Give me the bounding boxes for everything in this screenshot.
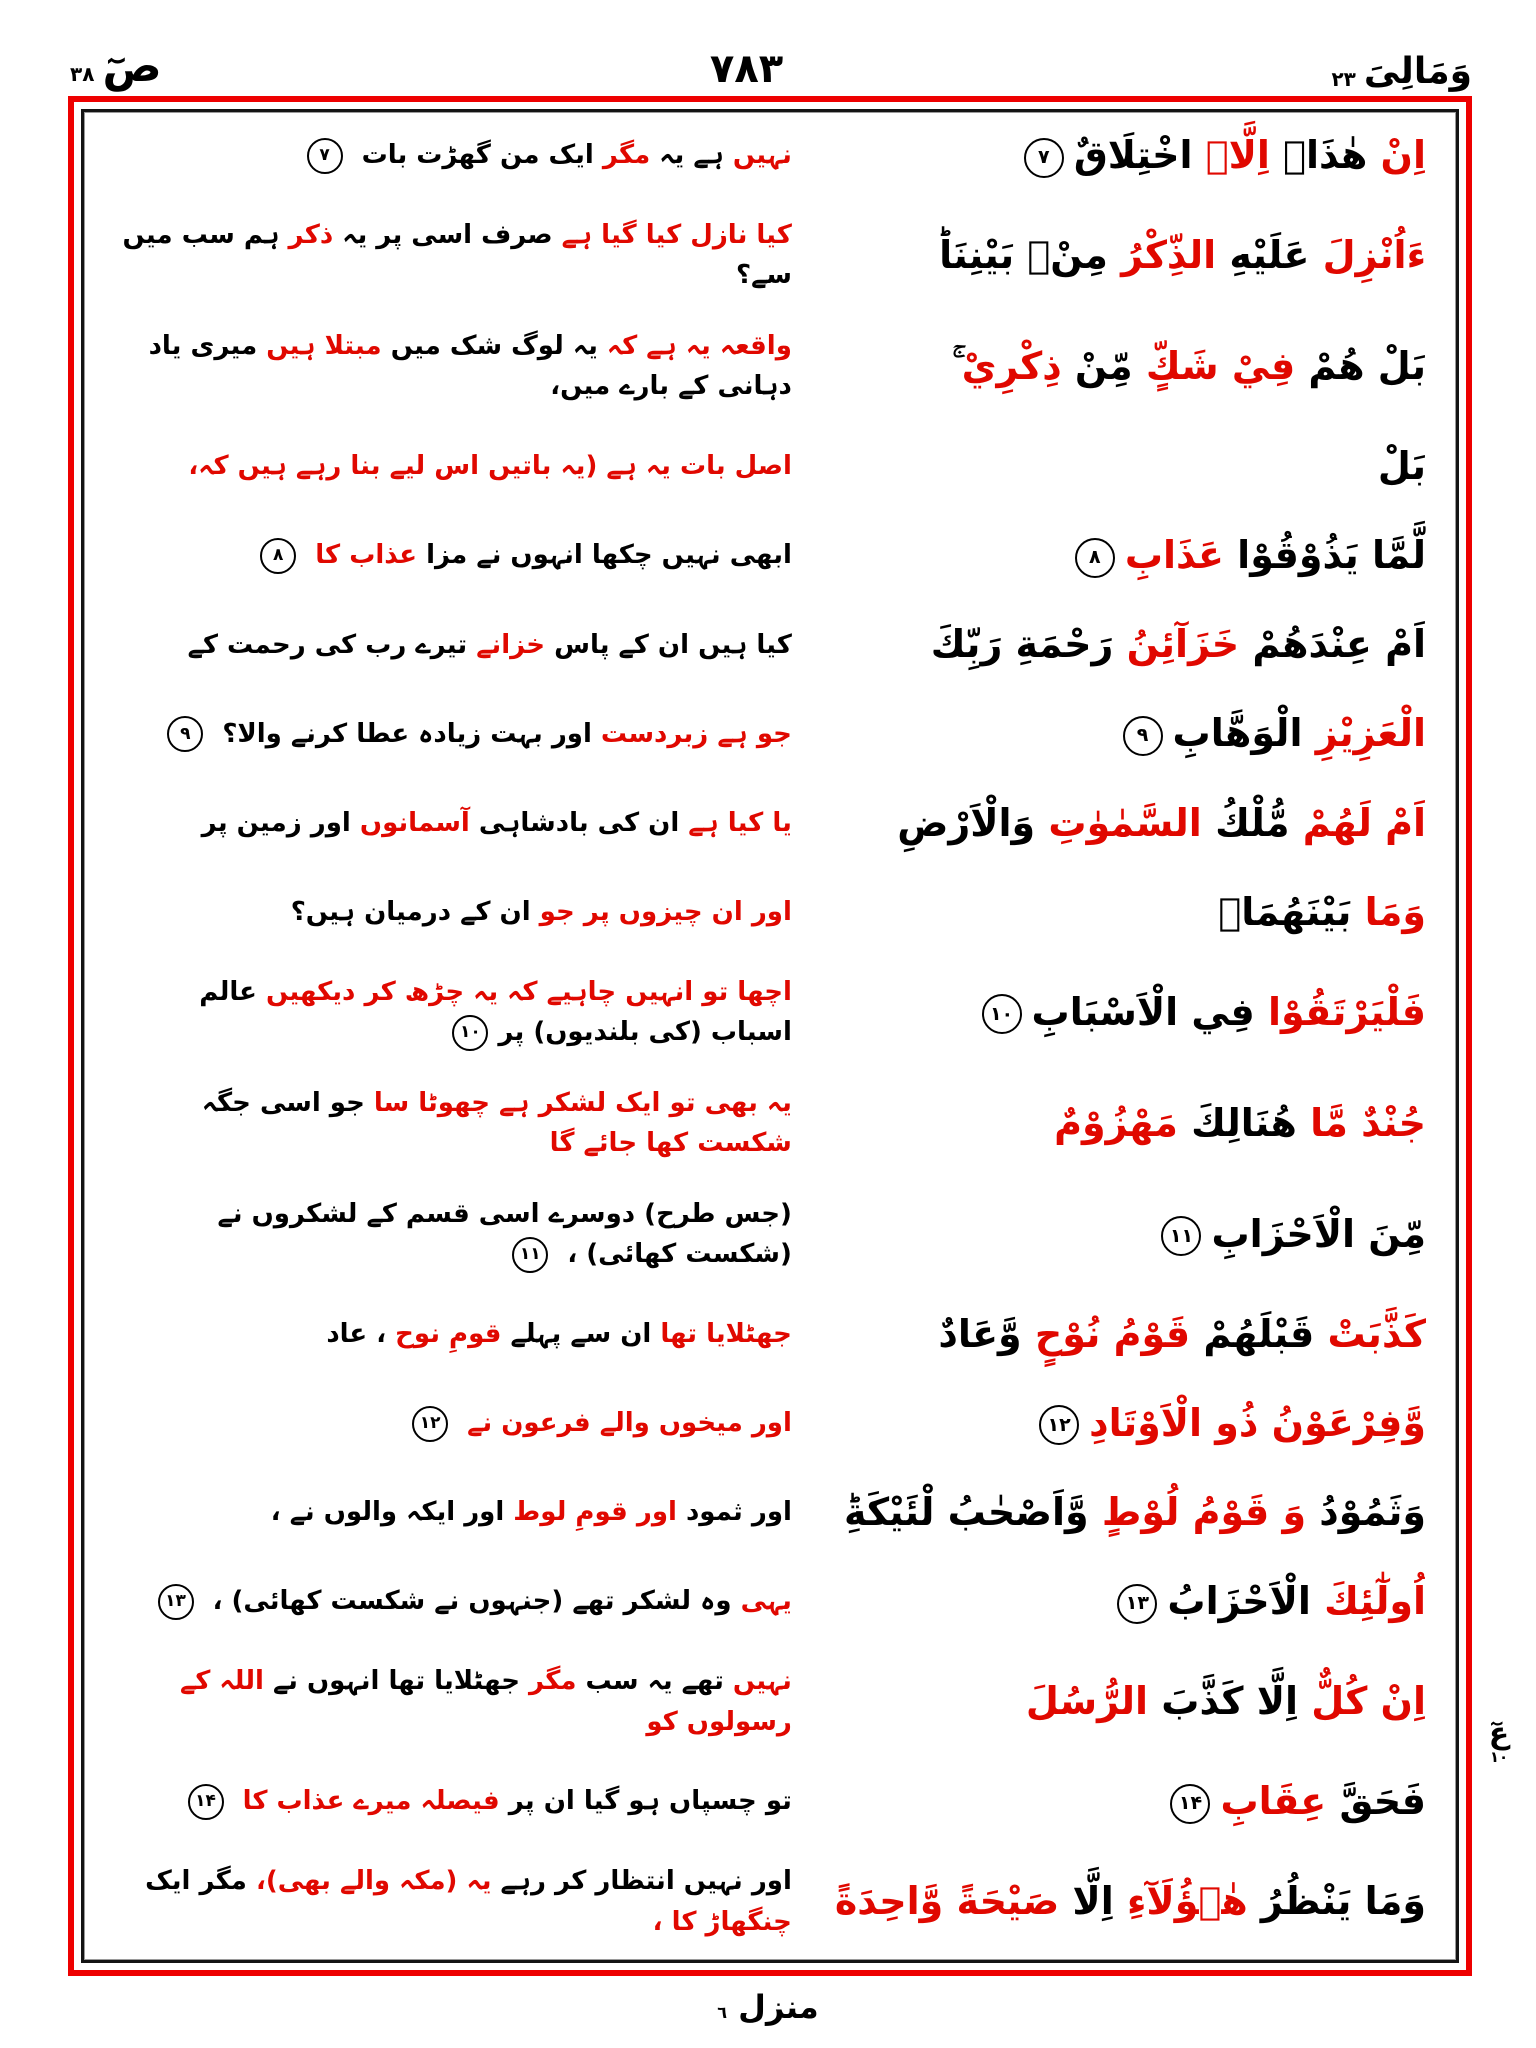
arabic-segment: اَمْ عِنْدَهُمْ	[1239, 622, 1426, 667]
urdu-segment: خزانے	[467, 629, 546, 660]
verse-number-badge: ۹	[1123, 716, 1163, 756]
urdu-segment: قومِ نوح	[386, 1318, 502, 1349]
urdu-segment: مگر ایک	[145, 1866, 247, 1897]
surah-number: ۳۸	[70, 61, 95, 86]
arabic-segment: رَحْمَةِ رَبِّكَ	[930, 622, 1114, 667]
urdu-segment: آسمانوں	[350, 807, 470, 838]
urdu-translation	[104, 972, 818, 1053]
arabic-segment: الْاَحْزَابُ	[1167, 1579, 1311, 1624]
urdu-segment: یہ لوگ شک میں	[381, 331, 598, 362]
arabic-verse	[818, 526, 1426, 585]
verse-number-badge: ۷	[1024, 138, 1064, 178]
urdu-translation	[104, 1781, 818, 1821]
arabic-segment: فِيْ شَكٍّ	[1132, 343, 1296, 388]
surah-title-group	[70, 41, 162, 92]
urdu-segment: عذاب کا	[306, 540, 418, 571]
verse-row	[104, 704, 1426, 763]
urdu-segment: تیرے رب کی رحمت کے	[187, 629, 468, 660]
verse-row	[104, 972, 1426, 1053]
manzil-label: منزل	[738, 1988, 819, 2026]
urdu-segment: میری یاد دہانی کے بارے میں،	[148, 331, 792, 402]
arabic-verse	[818, 1672, 1426, 1731]
urdu-segment: یہ بھی تو ایک لشکر ہے چھوٹا سا	[364, 1087, 792, 1118]
page-frame-inner	[81, 109, 1459, 1963]
arabic-verse	[818, 226, 1426, 285]
arabic-segment: اِلَّاۤ	[1192, 133, 1270, 177]
urdu-segment: ذکر	[279, 220, 334, 251]
urdu-segment: کیا نازل کیا گیا ہے	[552, 220, 792, 251]
urdu-segment: جو اسی جگہ	[201, 1087, 365, 1118]
urdu-translation	[104, 1581, 818, 1621]
page-header	[70, 16, 1472, 92]
arabic-segment: وَّفِرْعَوْنُ ذُو الْاَوْتَادِ	[1089, 1400, 1426, 1445]
verse-number-badge: ۱۳	[158, 1584, 194, 1620]
arabic-segment: وَثَمُوْدُ	[1306, 1489, 1426, 1534]
urdu-segment: ہے یہ	[650, 140, 724, 171]
arabic-segment: فَلْيَرْتَقُوْا	[1254, 989, 1426, 1034]
urdu-segment: (جس طرح) دوسرے اسی قسم کے لشکروں نے (شکست کھائی) ،	[217, 1198, 792, 1269]
urdu-translation	[104, 1661, 818, 1742]
arabic-segment: خَزَآئِنُ	[1113, 622, 1240, 667]
arabic-segment: جُنْدٌ مَّا	[1296, 1100, 1426, 1145]
arabic-segment: كَذَّبَتْ	[1314, 1311, 1426, 1356]
urdu-translation	[104, 714, 818, 754]
verse-row	[104, 326, 1426, 407]
arabic-segment: هٰذَاۤ	[1269, 133, 1368, 177]
arabic-verse	[818, 883, 1426, 942]
arabic-segment: الْعَزِيْزِ	[1302, 711, 1426, 756]
arabic-segment: ۚ	[952, 343, 962, 388]
urdu-segment: اور زمین پر	[201, 807, 351, 838]
arabic-segment: اِلَّا	[1059, 1879, 1114, 1924]
manzil-number: ٦	[717, 2003, 728, 2022]
urdu-segment: یا کیا ہے	[679, 807, 792, 838]
urdu-segment: اور بہت زیادہ عطا کرنے والا؟	[213, 718, 592, 749]
urdu-segment: نہیں	[723, 140, 792, 171]
arabic-verse	[818, 983, 1426, 1042]
urdu-segment: اور ثمود	[676, 1497, 792, 1528]
arabic-segment: مَهْزُوْمٌ	[1054, 1100, 1178, 1145]
urdu-segment: تھے یہ سب	[576, 1666, 724, 1697]
urdu-segment: اور قومِ لوط	[504, 1497, 677, 1528]
verse-number-badge: ۹	[167, 716, 203, 752]
arabic-verse	[818, 437, 1426, 496]
arabic-segment: اخْتِلَاقٌ	[1073, 133, 1193, 177]
arabic-segment: عِقَابِ	[1220, 1779, 1327, 1824]
urdu-translation	[104, 326, 818, 407]
urdu-segment: مبتلا ہیں	[257, 331, 382, 362]
urdu-segment: ہم سب میں سے؟	[122, 220, 792, 291]
verse-row	[104, 126, 1426, 185]
urdu-segment: شکست کھا جائے گا	[549, 1128, 792, 1159]
arabic-segment: بَلْ	[1377, 443, 1426, 488]
urdu-segment: ابھی نہیں چکھا انہوں نے مزا	[417, 540, 792, 571]
verse-row	[104, 1861, 1426, 1942]
urdu-translation	[104, 1083, 818, 1164]
arabic-verse	[818, 1872, 1426, 1931]
urdu-translation	[104, 1492, 818, 1532]
arabic-segment: وَالْاَرْضِ	[897, 800, 1036, 845]
verse-number-badge: ۱۱	[1161, 1216, 1201, 1256]
arabic-segment: بَلْ هُمْ	[1295, 343, 1426, 388]
urdu-segment: صرف اسی پر یہ	[333, 220, 553, 251]
verse-number-badge: ۸	[260, 538, 296, 574]
urdu-segment: جو ہے زبردست	[591, 718, 792, 749]
arabic-segment: وَمَا يَنْظُرُ	[1247, 1879, 1426, 1924]
urdu-translation	[104, 892, 818, 932]
urdu-segment: مگر	[519, 1666, 577, 1697]
urdu-translation	[104, 803, 818, 843]
arabic-segment: اَمْ لَهُمْ	[1289, 800, 1426, 845]
ruku-ain-glyph: عٓ	[1488, 1716, 1510, 1751]
verse-row	[104, 794, 1426, 853]
arabic-segment: فَحَقَّ	[1326, 1779, 1426, 1824]
verse-row	[104, 437, 1426, 496]
verse-number-badge: ۱۴	[188, 1784, 224, 1820]
arabic-segment: وَمَا	[1351, 889, 1426, 934]
arabic-segment: ءَاُنْزِلَ	[1309, 233, 1426, 278]
urdu-segment: اصل بات یہ ہے (یہ باتیں اس لیے بنا رہے ہیں کہ،	[188, 451, 792, 482]
ruku-count: ۱۰	[1489, 1747, 1509, 1766]
urdu-segment: اللہ کے رسولوں کو	[179, 1666, 792, 1737]
urdu-segment: تو چسپاں ہو گیا ان پر	[499, 1786, 792, 1817]
arabic-verse	[818, 1772, 1426, 1831]
arabic-segment: وَّاَصْحٰبُ لْئَيْكَةِؕ	[843, 1489, 1089, 1534]
arabic-verse	[818, 126, 1426, 185]
urdu-segment: اچھا تو انہیں چاہیے کہ یہ چڑھ کر دیکھیں	[256, 976, 792, 1007]
urdu-segment: چنگھاڑ کا ،	[652, 1906, 792, 1937]
verse-number-badge: ۱۰	[982, 994, 1022, 1034]
arabic-segment: اِنْ	[1367, 133, 1426, 177]
urdu-translation	[104, 625, 818, 665]
urdu-segment: کیا ہیں ان کے پاس	[545, 629, 792, 660]
arabic-segment: السَّمٰوٰتِ	[1035, 800, 1202, 845]
urdu-segment: یہ (مکہ والے بھی)،	[246, 1866, 492, 1897]
verse-row	[104, 615, 1426, 674]
verse-number-badge: ۱۲	[1039, 1405, 1079, 1445]
urdu-segment: ان کے درمیان ہیں؟	[290, 897, 531, 928]
urdu-segment: جھٹلایا تھا	[651, 1318, 792, 1349]
verse-row	[104, 1194, 1426, 1275]
verse-number-badge: ۱۰	[452, 1015, 488, 1051]
verse-row	[104, 1394, 1426, 1453]
verse-rows	[84, 112, 1456, 1960]
urdu-translation	[104, 1314, 818, 1354]
urdu-translation	[104, 1194, 818, 1275]
surah-title: صٓ	[102, 41, 162, 92]
urdu-translation	[104, 446, 818, 486]
arabic-segment: الْوَهَّابِ	[1172, 711, 1303, 756]
urdu-translation	[104, 535, 818, 575]
arabic-verse	[818, 1305, 1426, 1364]
verse-number-badge: ۱۴	[1170, 1784, 1210, 1824]
urdu-segment: فیصلہ میرے عذاب کا	[233, 1786, 500, 1817]
page-number: ۷۸۳	[709, 46, 784, 92]
urdu-segment: ، عاد	[326, 1318, 387, 1349]
arabic-segment: ذِكْرِيْ	[961, 343, 1062, 388]
urdu-segment: مگر	[593, 140, 651, 171]
verse-row	[104, 1483, 1426, 1542]
arabic-segment: وَ قَوْمُ لُوْطٍ	[1088, 1489, 1307, 1534]
urdu-translation	[104, 1403, 818, 1443]
arabic-segment: فِي الْاَسْبَابِ	[1031, 989, 1255, 1034]
urdu-segment: ان سے پہلے	[501, 1318, 652, 1349]
arabic-segment: قَوْمُ نُوْحٍ	[1021, 1311, 1191, 1356]
arabic-verse	[818, 1483, 1426, 1542]
arabic-segment: عَلَيْهِ	[1216, 233, 1310, 278]
arabic-segment: اِلَّا كَذَّبَ	[1148, 1679, 1299, 1724]
verse-row	[104, 1083, 1426, 1164]
urdu-segment: یہی	[731, 1586, 792, 1617]
urdu-segment: ان کی بادشاہی	[469, 807, 680, 838]
arabic-segment: الرُّسُلَ	[1025, 1679, 1149, 1724]
arabic-segment: عَذَابِ	[1124, 533, 1224, 578]
arabic-verse	[818, 1394, 1426, 1453]
urdu-translation	[104, 1861, 818, 1942]
verse-number-badge: ۱۳	[1117, 1584, 1157, 1624]
juz-number: ۲۳	[1331, 66, 1356, 91]
arabic-segment: صَيْحَةً وَّاحِدَةً	[834, 1879, 1060, 1924]
arabic-segment: وَّعَادٌ	[938, 1311, 1022, 1356]
arabic-segment: مِّنْ	[1061, 343, 1133, 388]
urdu-segment: اور ایکہ والوں نے ،	[270, 1497, 505, 1528]
arabic-verse	[818, 704, 1426, 763]
arabic-segment: هٰۤؤُلَآءِ	[1113, 1879, 1248, 1924]
arabic-segment: اُولٰٓئِكَ	[1310, 1579, 1426, 1624]
arabic-segment: بَيْنَهُمَاۘ	[1218, 889, 1352, 934]
urdu-segment: وہ لشکر تھے (جنہوں نے شکست کھائی) ،	[203, 1586, 732, 1617]
page-footer	[0, 1988, 1536, 2026]
arabic-segment: مُّلْكُ	[1201, 800, 1290, 845]
arabic-segment: مِّنَ الْاَحْزَابِ	[1211, 1211, 1426, 1256]
arabic-segment: الذِّكْرُ	[1107, 233, 1217, 278]
urdu-segment: اور ان چیزوں پر جو	[530, 897, 792, 928]
page-frame	[68, 96, 1472, 1976]
arabic-verse	[818, 1205, 1426, 1264]
urdu-segment: اور میخوں والے فرعون نے	[458, 1408, 792, 1439]
arabic-verse	[818, 1094, 1426, 1153]
arabic-verse	[818, 794, 1426, 853]
verse-number-badge: ۸	[1075, 538, 1115, 578]
arabic-segment: قَبْلَهُمْ	[1190, 1311, 1315, 1356]
ruku-marker	[1476, 1718, 1522, 1765]
arabic-segment: اِنْ كُلٌّ	[1298, 1679, 1426, 1724]
juz-title: وَمَالِیَ	[1363, 51, 1472, 92]
verse-row	[104, 883, 1426, 942]
urdu-segment: ایک من گھڑت بات	[352, 140, 594, 171]
verse-number-badge: ۷	[307, 138, 343, 174]
urdu-segment: جھٹلایا تھا انہوں نے	[263, 1666, 520, 1697]
arabic-segment: مِنْۢ بَيْنِنَاؕ	[939, 233, 1108, 278]
verse-row	[104, 526, 1426, 585]
juz-title-group	[1331, 51, 1472, 92]
urdu-translation	[104, 135, 818, 175]
verse-row	[104, 1772, 1426, 1831]
verse-row	[104, 1305, 1426, 1364]
arabic-verse	[818, 1572, 1426, 1631]
verse-row	[104, 1661, 1426, 1742]
arabic-verse	[818, 337, 1426, 396]
verse-row	[104, 215, 1426, 296]
verse-number-badge: ۱۲	[412, 1406, 448, 1442]
arabic-segment: لَّمَّا يَذُوْقُوْا	[1223, 533, 1426, 578]
verse-number-badge: ۱۱	[512, 1237, 548, 1273]
arabic-verse	[818, 615, 1426, 674]
urdu-segment: نہیں	[723, 1666, 792, 1697]
urdu-segment: اور نہیں انتظار کر رہے	[491, 1866, 792, 1897]
arabic-segment: هُنَالِكَ	[1177, 1100, 1297, 1145]
urdu-segment: عالم اسباب (کی بلندیوں) پر	[199, 976, 792, 1048]
urdu-segment: واقعہ یہ ہے کہ	[597, 331, 792, 362]
verse-row	[104, 1572, 1426, 1631]
urdu-translation	[104, 215, 818, 296]
